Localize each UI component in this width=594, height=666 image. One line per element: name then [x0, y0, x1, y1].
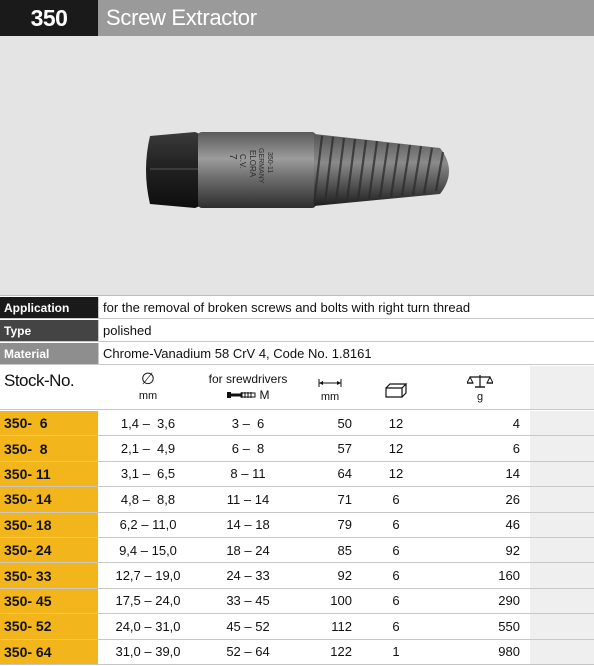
row-filler	[530, 462, 594, 486]
pack-cell: 6	[392, 618, 400, 634]
row-filler	[530, 538, 594, 562]
stock-number: 350- 24	[0, 538, 98, 562]
stock-number: 350- 45	[0, 589, 98, 613]
table-row	[0, 589, 594, 614]
svg-text:C.V.: C.V.	[238, 154, 247, 169]
weight-cell: 4	[512, 415, 520, 431]
weight-cell: 6	[430, 436, 530, 460]
stock-no-header: Stock-No.	[4, 371, 75, 390]
pack-cell: 12	[388, 466, 404, 482]
spec-value: polished	[98, 320, 594, 341]
diameter-cell: 17,5 – 24,0	[98, 589, 198, 613]
diameter-cell: 9,4 – 15,0	[98, 538, 198, 562]
stock-number: 350- 11	[0, 462, 98, 486]
pack-cell: 6	[392, 568, 400, 584]
length-column-header	[298, 366, 362, 409]
length-cell: 112	[331, 618, 352, 634]
weight-cell: 160	[498, 568, 520, 584]
screwdriver-column-header	[198, 366, 298, 409]
svg-text:ELORA: ELORA	[248, 150, 257, 178]
row-filler	[530, 513, 594, 537]
weight-cell: 290	[430, 589, 530, 613]
table-row	[0, 411, 594, 436]
pack-cell: 6	[362, 487, 430, 511]
product-title: Screw Extractor	[98, 0, 594, 36]
package-column-header	[362, 366, 430, 409]
table-row	[0, 538, 594, 563]
screw-size-cell: 45 – 52	[226, 618, 270, 634]
package-icon	[384, 382, 408, 398]
screw-size-cell: 33 – 45	[198, 589, 298, 613]
stock-number: 350- 33	[0, 563, 98, 587]
row-filler	[530, 563, 594, 587]
pack-cell: 1	[362, 640, 430, 664]
spec-value: for the removal of broken screws and bolts with right turn thread	[98, 297, 594, 318]
stock-number: 350- 6	[0, 411, 98, 435]
pack-cell: 12	[362, 436, 430, 460]
screw-size-cell: 3 – 6	[231, 415, 265, 431]
diameter-icon: ∅	[141, 371, 155, 388]
length-cell: 85	[298, 538, 362, 562]
weight-cell: 92	[430, 538, 530, 562]
table-row	[0, 513, 594, 538]
diameter-cell: 31,0 – 39,0	[98, 640, 198, 664]
column-title: for srewdrivers	[208, 372, 288, 386]
column-unit: M	[259, 388, 270, 402]
length-icon	[318, 378, 342, 388]
column-unit: mm	[320, 391, 340, 403]
screw-size-cell: 52 – 64	[198, 640, 298, 664]
length-cell: 92	[337, 568, 352, 584]
pack-cell: 6	[362, 538, 430, 562]
header	[0, 0, 594, 36]
row-filler	[530, 589, 594, 613]
screw-size-cell: 14 – 18	[226, 517, 270, 533]
table-row	[0, 640, 594, 665]
screw-size-cell: 6 – 8	[198, 436, 298, 460]
pack-cell: 12	[388, 415, 404, 431]
screw-extractor-image	[0, 36, 594, 296]
data-table	[0, 411, 594, 665]
spec-label: Material	[0, 343, 98, 364]
svg-text:350-11: 350-11	[266, 152, 273, 174]
row-filler	[530, 411, 594, 435]
length-cell: 50	[337, 415, 352, 431]
spec-type	[0, 320, 594, 342]
screw-size-cell: 18 – 24	[198, 538, 298, 562]
svg-text:7: 7	[227, 154, 238, 160]
column-unit: g	[476, 391, 484, 403]
row-filler	[530, 487, 594, 511]
table-header	[0, 366, 594, 410]
spec-value: Chrome-Vanadium 58 CrV 4, Code No. 1.8161	[98, 343, 594, 364]
spec-application	[0, 297, 594, 319]
table-row	[0, 462, 594, 487]
row-filler	[530, 640, 594, 664]
scale-icon	[467, 374, 493, 388]
svg-text:GERMANY: GERMANY	[257, 148, 264, 184]
spec-label: Type	[0, 320, 98, 341]
weight-cell: 980	[430, 640, 530, 664]
stock-number: 350- 52	[0, 614, 98, 638]
pack-cell: 6	[362, 589, 430, 613]
screw-size-cell: 8 – 11	[230, 466, 266, 482]
table-row	[0, 563, 594, 588]
diameter-cell: 3,1 – 6,5	[120, 466, 176, 482]
stock-number: 350- 8	[0, 436, 98, 460]
screw-size-cell: 11 – 14	[198, 487, 298, 511]
screw-icon	[227, 390, 257, 400]
diameter-cell: 2,1 – 4,9	[98, 436, 198, 460]
weight-cell: 14	[505, 466, 520, 482]
row-filler	[530, 436, 594, 460]
diameter-cell: 6,2 – 11,0	[119, 517, 177, 533]
length-cell: 79	[337, 517, 352, 533]
diameter-cell: 1,4 – 3,6	[120, 415, 176, 431]
table-row	[0, 614, 594, 639]
spec-material	[0, 343, 594, 365]
stock-number: 350- 18	[0, 513, 98, 537]
weight-cell: 26	[430, 487, 530, 511]
length-cell: 64	[337, 466, 352, 482]
diameter-cell: 12,7 – 19,0	[115, 568, 181, 584]
length-cell: 71	[298, 487, 362, 511]
weight-column-header	[430, 366, 530, 409]
spec-label: Application	[0, 297, 98, 318]
length-cell: 122	[298, 640, 362, 664]
pack-cell: 6	[392, 517, 400, 533]
row-filler	[530, 614, 594, 638]
weight-cell: 46	[505, 517, 520, 533]
length-cell: 100	[298, 589, 362, 613]
weight-cell: 550	[498, 618, 520, 634]
header-filler	[530, 366, 594, 409]
screw-size-cell: 24 – 33	[226, 568, 270, 584]
stock-number: 350- 64	[0, 640, 98, 664]
stock-number: 350- 14	[0, 487, 98, 511]
diameter-cell: 24,0 – 31,0	[115, 618, 181, 634]
product-photo	[0, 36, 594, 296]
diameter-cell: 4,8 – 8,8	[98, 487, 198, 511]
table-row	[0, 436, 594, 461]
diameter-column-header	[98, 366, 198, 409]
column-unit: mm	[138, 390, 158, 402]
table-row	[0, 487, 594, 512]
length-cell: 57	[298, 436, 362, 460]
product-number: 350	[0, 0, 98, 36]
